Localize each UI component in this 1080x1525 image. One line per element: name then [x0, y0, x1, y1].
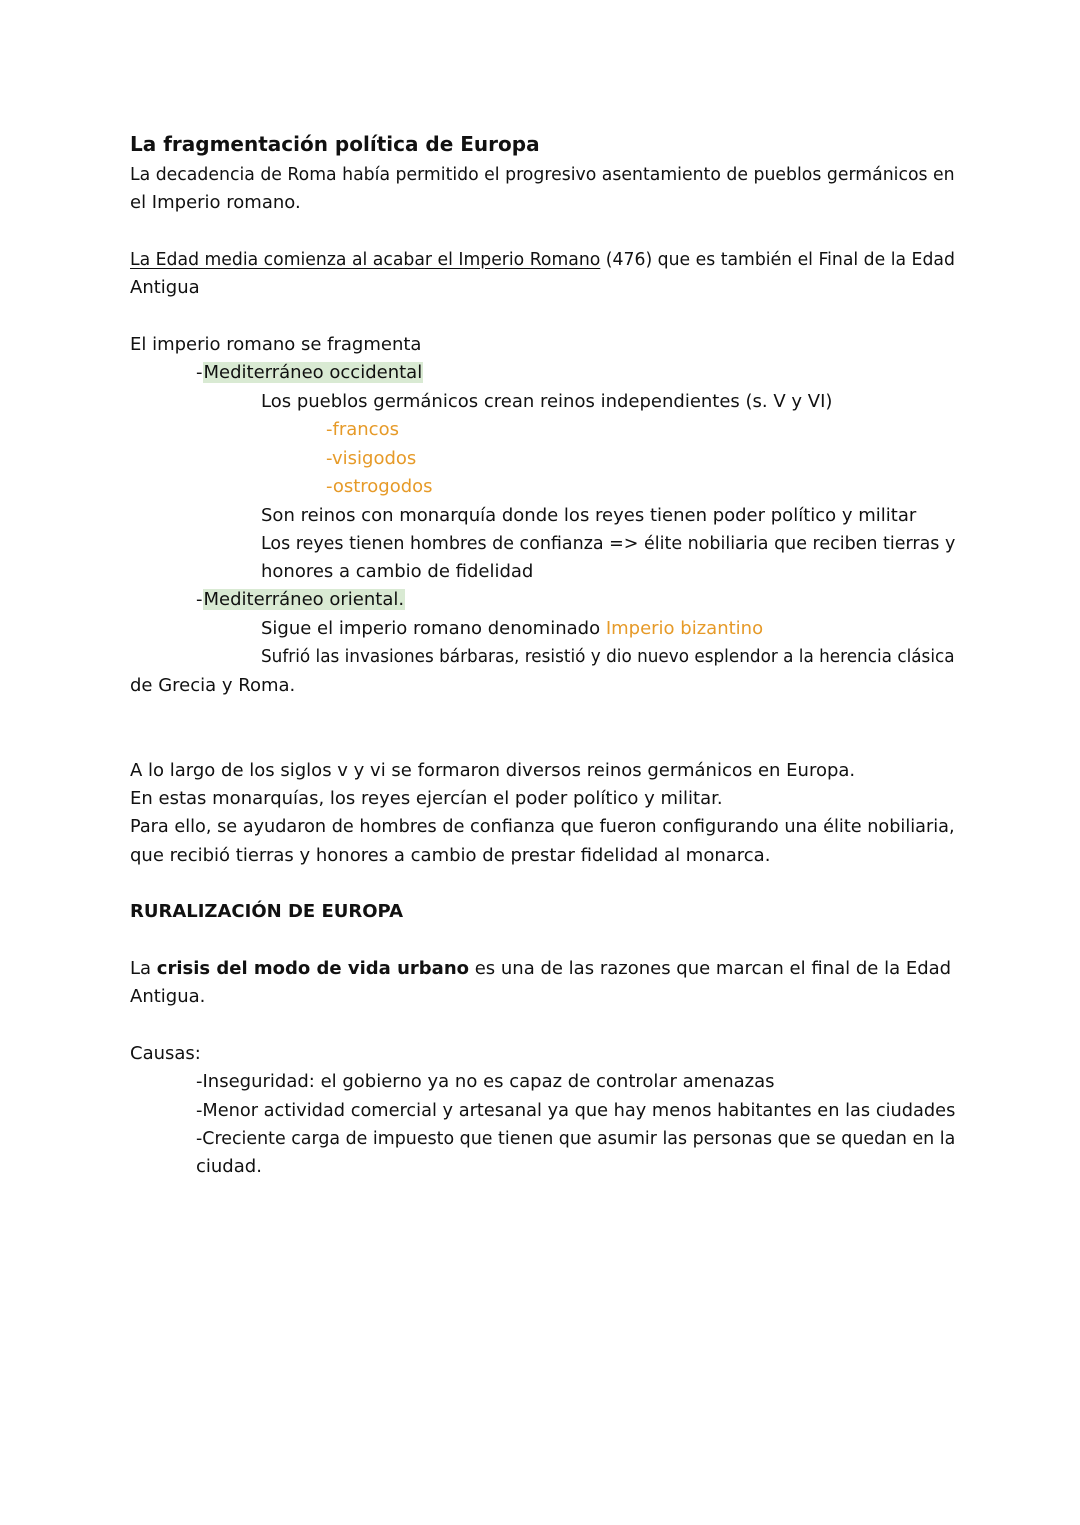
- causa-inseguridad: -Inseguridad: el gobierno ya no es capaz de controlar amenazas: [196, 1071, 775, 1092]
- oriental-line-2: Sufrió las invasiones bárbaras, resistió y dio nuevo esplendor a la herencia clásica: [261, 646, 955, 667]
- intro-line-1: La decadencia de Roma había permitido el progresivo asentamiento de pueblos germánicos en: [130, 164, 955, 185]
- crisis-rest: es una de las razones que marcan el final de la Edad: [469, 958, 952, 979]
- edad-media-rest: (476) que es también el Final de la Edad: [600, 249, 955, 270]
- imperio-bizantino: Imperio bizantino: [605, 618, 764, 639]
- intro-line-2: el Imperio romano.: [130, 192, 301, 213]
- oriental-label: Mediterráneo oriental.: [203, 589, 405, 610]
- occidental-line-2: Son reinos con monarquía donde los reyes tienen poder político y militar: [261, 505, 917, 526]
- edad-media-line-1: [130, 246, 955, 274]
- occidental-line-1: Los pueblos germánicos crean reinos independientes (s. V y VI): [261, 391, 833, 412]
- ruralizacion-heading: RURALIZACIÓN DE EUROPA: [130, 901, 404, 922]
- summary-line-3: Para ello, se ayudaron de hombres de confianza que fueron configurando una élite nobiliaria,: [130, 816, 955, 837]
- causa-actividad: -Menor actividad comercial y artesanal ya que hay menos habitantes en las ciudades: [196, 1100, 956, 1121]
- summary-line-4: que recibió tierras y honores a cambio de prestar fidelidad al monarca.: [130, 845, 771, 866]
- people-visigodos: -visigodos: [326, 448, 417, 469]
- edad-media-underlined: La Edad media comienza al acabar el Imperio Romano: [130, 249, 601, 270]
- causa-impuestos: -Creciente carga de impuesto que tienen que asumir las personas que se quedan en la: [196, 1128, 956, 1149]
- crisis-line-1: [130, 955, 951, 983]
- causa-impuestos-cont: ciudad.: [196, 1156, 262, 1177]
- occidental-line-4: honores a cambio de fidelidad: [261, 561, 534, 582]
- summary-line-1: A lo largo de los siglos v y vi se formaron diversos reinos germánicos en Europa.: [130, 760, 856, 781]
- crisis-bold: crisis del modo de vida urbano: [156, 958, 469, 979]
- page-title: La fragmentación política de Europa: [130, 132, 540, 156]
- crisis-line-2: Antigua.: [130, 986, 206, 1007]
- crisis-pre: La: [130, 958, 157, 979]
- summary-line-2: En estas monarquías, los reyes ejercían el poder político y militar.: [130, 788, 723, 809]
- oriental-line-3: de Grecia y Roma.: [130, 675, 296, 696]
- oriental-heading: [196, 586, 405, 614]
- oriental-dash: -: [196, 589, 203, 610]
- edad-media-line-2: Antigua: [130, 277, 200, 298]
- occidental-label: Mediterráneo occidental: [203, 362, 423, 383]
- fragmenta-heading: El imperio romano se fragmenta: [130, 334, 422, 355]
- occidental-heading: [196, 359, 423, 387]
- occidental-dash: -: [196, 362, 203, 383]
- oriental-line-1: [261, 615, 763, 643]
- occidental-line-3: Los reyes tienen hombres de confianza => élite nobiliaria que reciben tierras y: [261, 533, 956, 554]
- oriental-line-1-pre: Sigue el imperio romano denominado: [261, 618, 606, 639]
- people-ostrogodos: -ostrogodos: [326, 476, 433, 497]
- people-francos: -francos: [326, 419, 399, 440]
- causas-label: Causas:: [130, 1043, 201, 1064]
